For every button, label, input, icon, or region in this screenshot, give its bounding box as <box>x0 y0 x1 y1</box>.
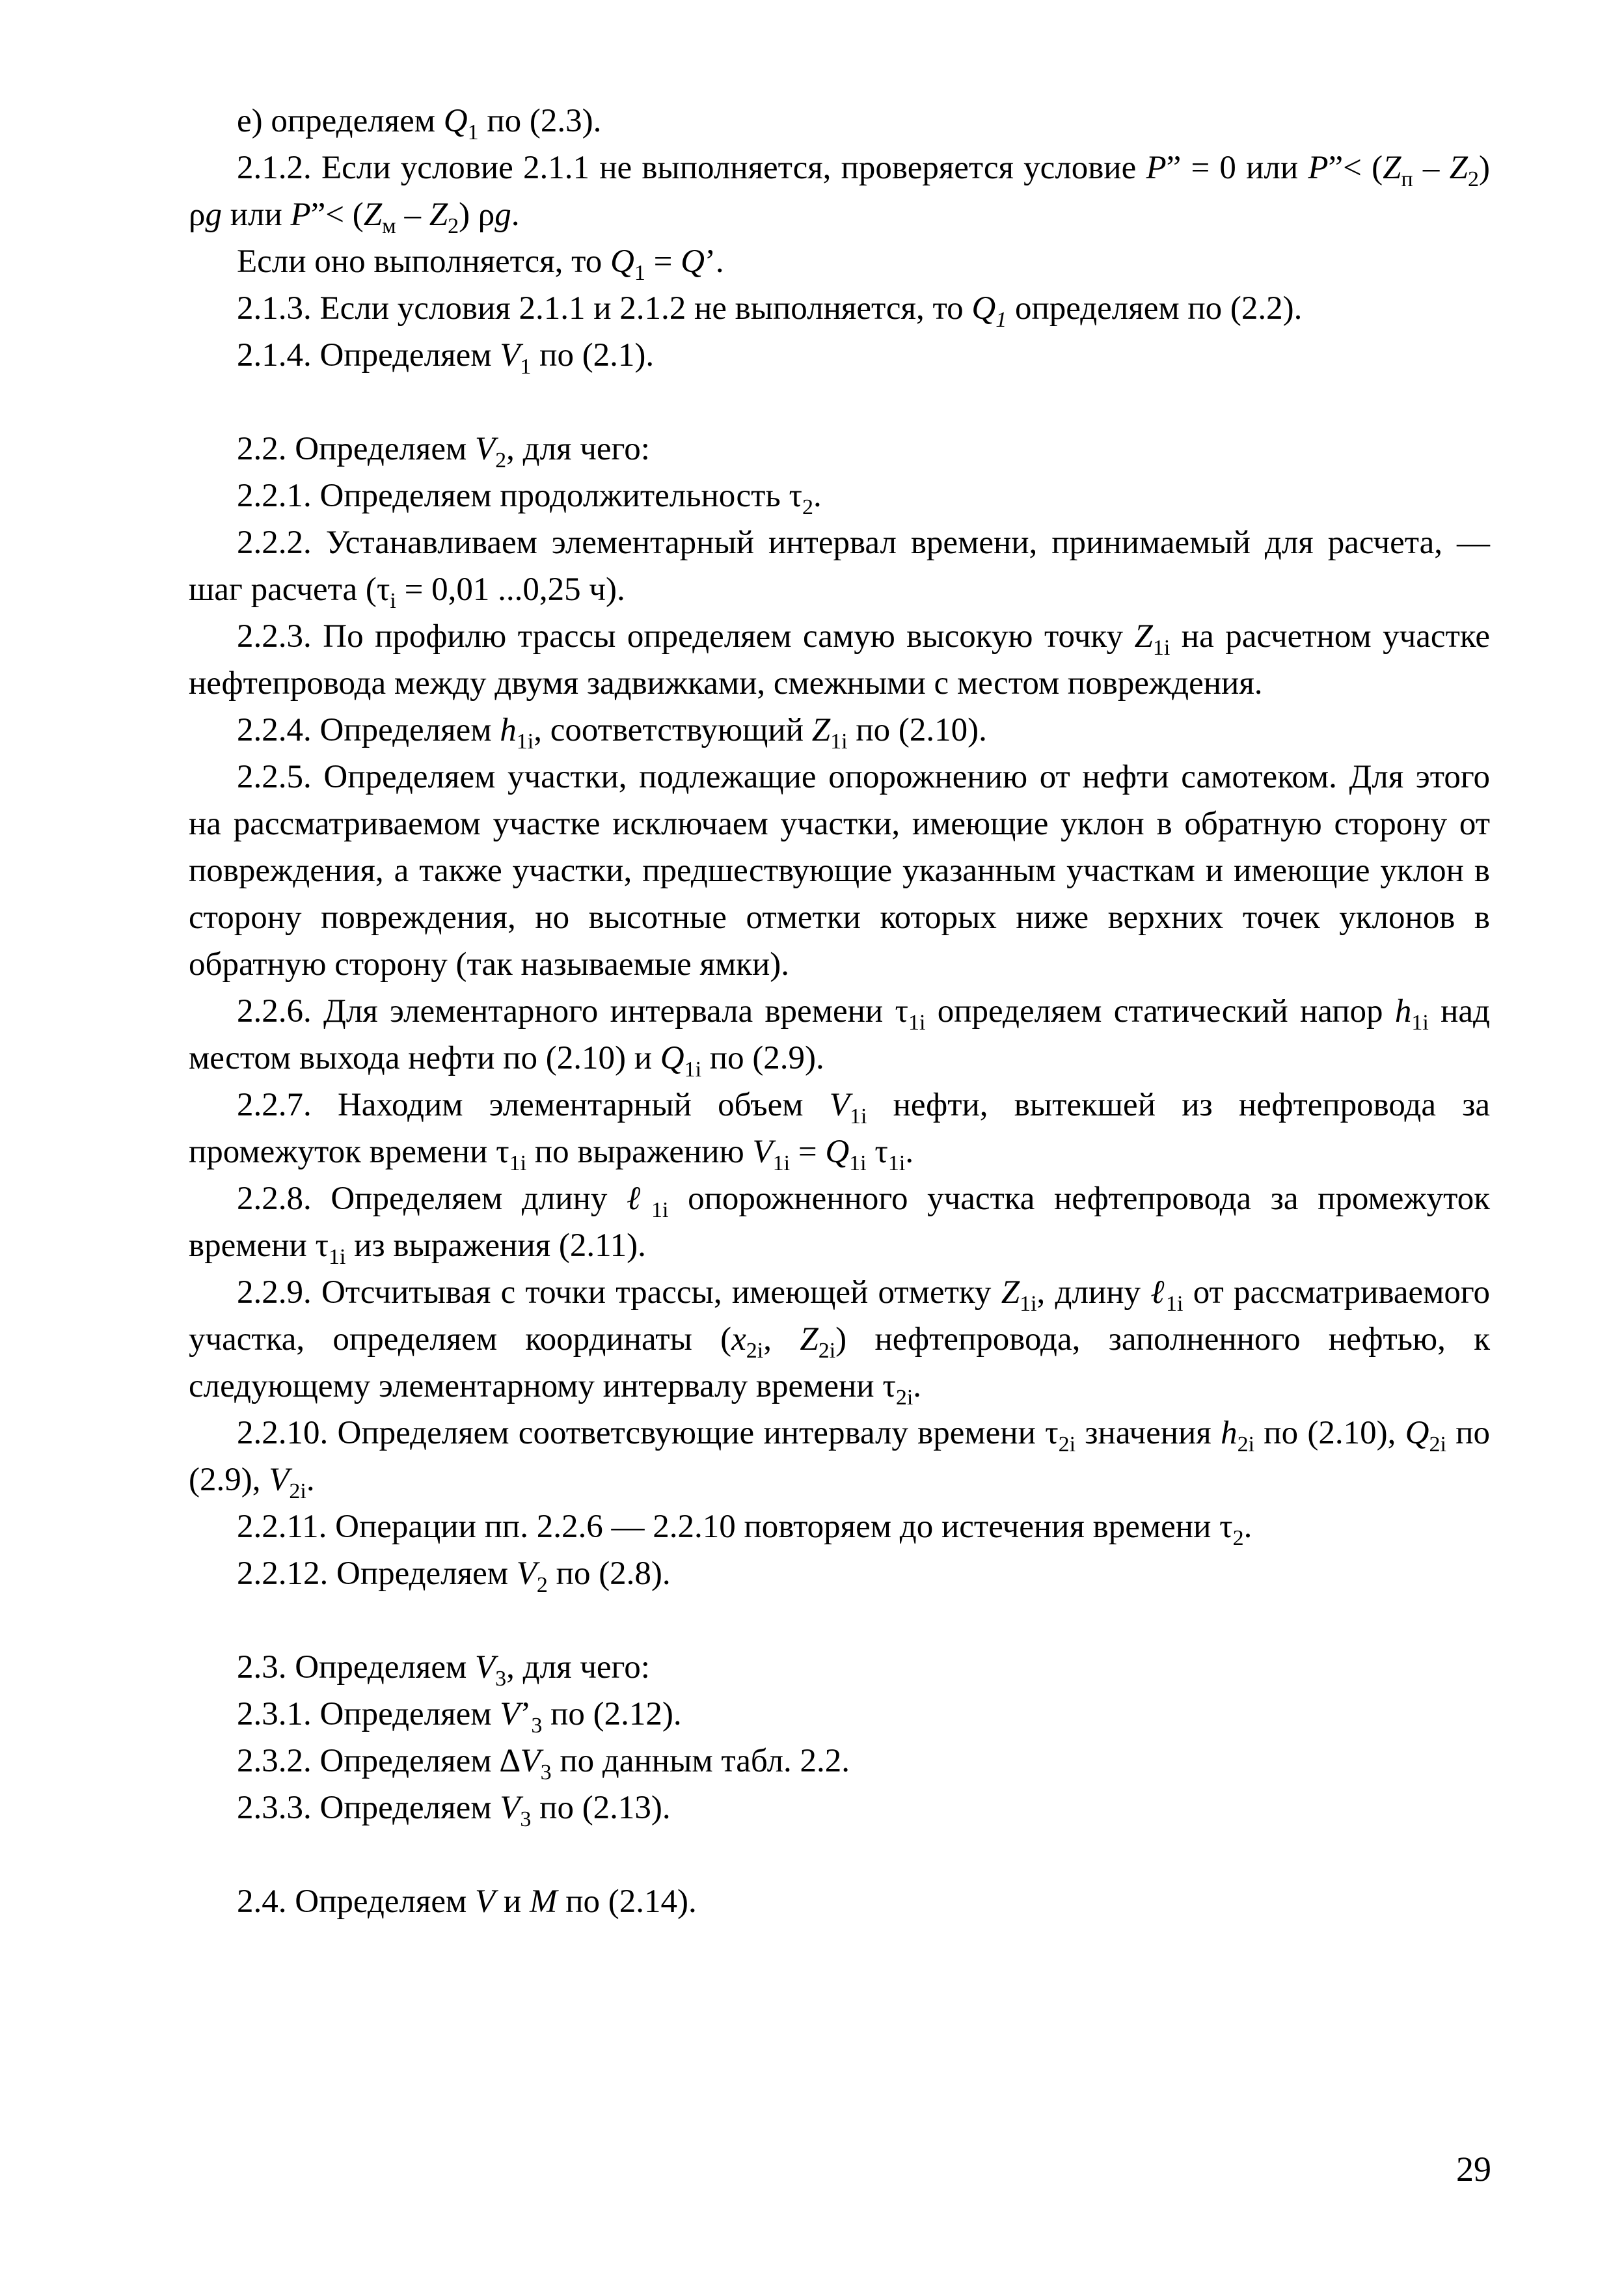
paragraph: 2.2.9. Отсчитывая с точки трассы, имеющей отметку $Z_{1i}$, длину ℓ$_{1i}$ от рассматриваемого участка, определяем координаты ($x_{2i}$, $Z_{2i}$) нефтепровода, заполненного нефтью, к следующему элементарному интервалу времени $\tau_{2i}$. <box>189 1274 1491 1410</box>
paragraph: 2.2.1. Определяем продолжительность $\tau_2$. <box>237 478 822 519</box>
paragraph: 2.2.8. Определяем длину ℓ$_{1i}$ опорожненного участка нефтепровода за промежуток времени $\tau_{1i}$ из выражения (2.11). <box>189 1181 1490 1269</box>
paragraph: 2.2.11. Операции пп. 2.2.6 — 2.2.10 повторяем до истечения времени $\tau_2$. <box>237 1509 1252 1550</box>
paragraph: 2.2.6. Для элементарного интервала времени $\tau_{1i}$ определяем статический напор $h_{1i}$ над местом выхода нефти по (2.10) и $Q_{1i}$ по (2.9). <box>189 993 1490 1082</box>
paragraph: 2.2.4. Определяем $h_{1i}$, соответствующий $Z_{1i}$ по (2.10). <box>237 712 987 754</box>
paragraph: 2.2.2. Устанавливаем элементарный интервал времени, принимаемый для расчета, — шаг расчета ($\tau_i = 0,01$ ...0,25 ч). <box>189 525 1490 613</box>
section-heading: 2.2. Определяем $V_2$, для чего: <box>237 431 650 472</box>
paragraph: 2.1.2. Если условие 2.1.1 не выполняется, проверяется условие P” = 0 или P”< $(Z_п - Z_2)$ ρg или P”< $(Z_м - Z_2)$ ρg. <box>189 150 1490 238</box>
paragraph: 2.3.3. Определяем $V_3$ по (2.13). <box>237 1790 671 1831</box>
paragraph: е) определяем $Q_1$ по (2.3). <box>237 103 602 144</box>
paragraph: 2.1.3. Если условия 2.1.1 и 2.1.2 не выполняется, то $Q_1$ определяем по (2.2). <box>237 290 1303 332</box>
paragraph: 2.2.10. Определяем соответсвующие интервалу времени $\tau_{2i}$ значения $h_{2i}$ по (2.10), $Q_{2i}$ по (2.9), $V_{2i}$. <box>189 1415 1490 1503</box>
paragraph: 2.2.3. По профилю трассы определяем самую высокую точку $Z_{1i}$ на расчетном участке нефтепровода между двумя задвижками, смежными с местом повреждения. <box>189 618 1490 702</box>
section-heading: 2.3. Определяем $V_3$, для чего: <box>237 1649 650 1691</box>
paragraph: 2.1.4. Определяем $V_1$ по (2.1). <box>237 337 655 379</box>
paragraph: Если оно выполняется, то $Q_1 = Q$’. <box>237 243 724 285</box>
paragraph: 2.2.7. Находим элементарный объем $V_{1i}$ нефти, вытекшей из нефтепровода за промежуток времени $\tau_{1i}$ по выражению $V_{1i} = Q_{1i}$ $\tau_{1i}$. <box>189 1087 1490 1175</box>
spacer <box>189 1831 1490 1878</box>
page-body <box>189 98 1490 1925</box>
spacer <box>189 1597 1490 1644</box>
page-number: 29 <box>1456 2150 1491 2189</box>
paragraph: 2.3.1. Определяем $V’_3$ по (2.12). <box>237 1696 682 1738</box>
paragraph: 2.2.12. Определяем $V_2$ по (2.8). <box>237 1555 671 1597</box>
section-heading: 2.4. Определяем V и M по (2.14). <box>237 1883 697 1920</box>
paragraph: 2.3.2. Определяем $\Delta V_3$ по данным табл. 2.2. <box>237 1743 850 1784</box>
paragraph: 2.2.5. Определяем участки, подлежащие опорожнению от нефти самотеком. Для этого на рассматриваемом участке исключаем участки, имеющие уклон в обратную сторону от повреждения, а также участки, предшествующие указанным участкам и имеющие уклон в сторону повреждения, но высотные отметки которых ниже верхних точек уклонов в обратную сторону (так называемые ямки). <box>189 759 1490 983</box>
spacer <box>189 379 1490 426</box>
